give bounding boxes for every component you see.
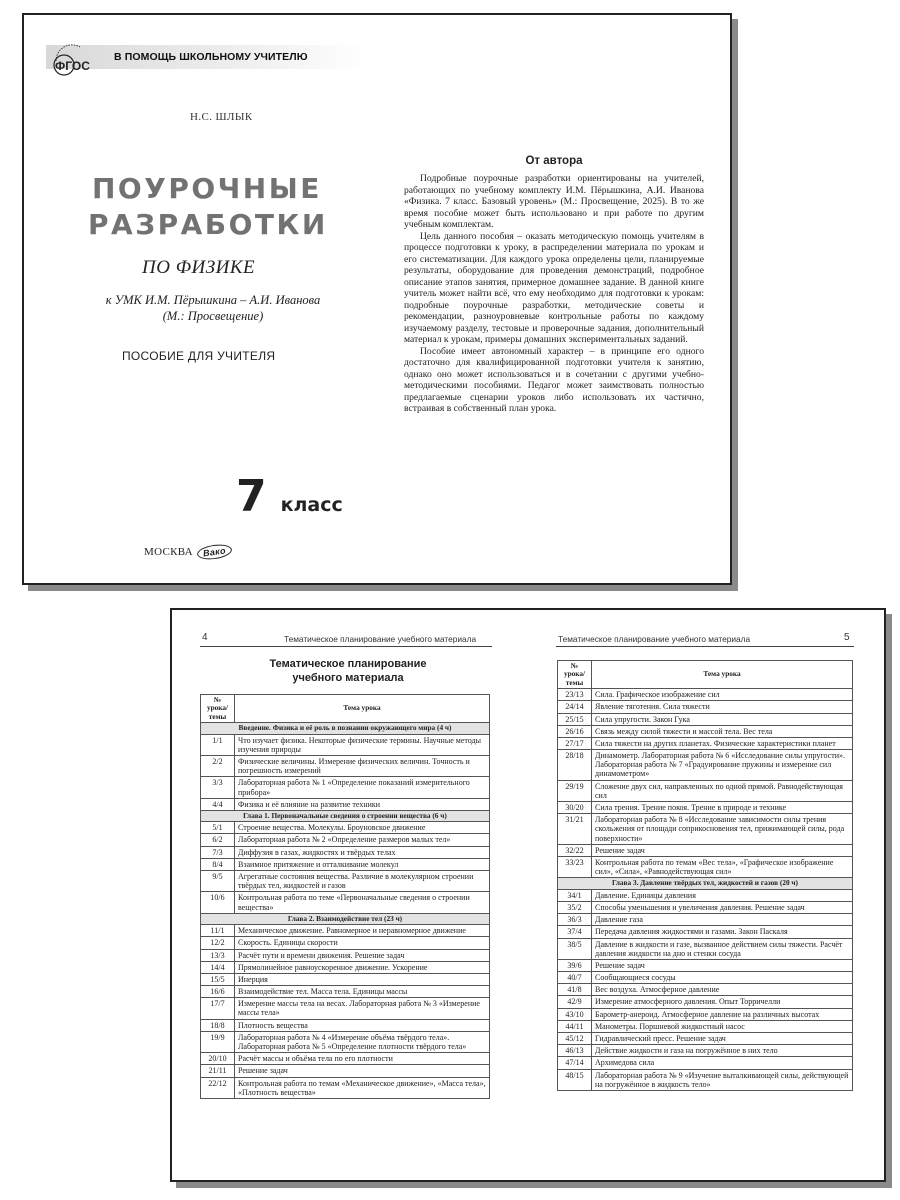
lesson-topic: Агрегатные состояния вещества. Различие в молекулярном строении твёрдых тел, жидкостей и газов	[235, 871, 490, 892]
lesson-number: 44/11	[558, 1020, 592, 1032]
lesson-topic: Сложение двух сил, направленных по одной прямой. Равнодействующая сил	[592, 780, 853, 801]
plan-title	[228, 658, 468, 686]
table-row	[201, 777, 490, 798]
right-page-number: 5	[844, 632, 850, 643]
lesson-topic: Давление. Единицы давления	[592, 889, 853, 901]
table-row	[201, 846, 490, 858]
lesson-topic: Физика и её влияние на развитие техники	[235, 798, 490, 810]
lesson-topic: Скорость. Единицы скорости	[235, 937, 490, 949]
table-row	[201, 925, 490, 937]
lesson-number: 37/4	[558, 926, 592, 938]
lesson-number: 33/23	[558, 856, 592, 877]
table-row	[558, 1008, 853, 1020]
lesson-topic: Барометр-анероид. Атмосферное давление на различных высотах	[592, 1008, 853, 1020]
lesson-topic: Сила тяжести на других планетах. Физические характеристики планет	[592, 737, 853, 749]
table-row	[558, 844, 853, 856]
lesson-topic: Сила трения. Трение покоя. Трение в природе и технике	[592, 802, 853, 814]
lesson-number: 6/2	[201, 834, 235, 846]
book-author: Н.С. ШЛЫК	[190, 111, 253, 123]
table-row	[201, 858, 490, 870]
left-page-number: 4	[202, 632, 208, 643]
preface-paragraph-2: Цель данного пособия – оказать методическую помощь учителям в процессе подготовки к уроку, в распределении материала по урокам и его систематизации. Для каждого урока определены цели, планируемые результаты, оборудование для проведения демонстраций, подробное описание этапов занятия, примерное домашнее задание. В данной книге учитель может найти всё, что ему необходимо для подготовки к урокам: подробные поурочные разработки, методические советы и рекомендации, разноуровневые контрольные работы по каждому изучаемому разделу, тестовые и проверочные задания, дополнительный материал к урокам, примеры домашних экспериментальных заданий.	[404, 230, 704, 345]
table-row	[201, 986, 490, 998]
book-subject: ПО ФИЗИКЕ	[142, 257, 256, 278]
table-row	[201, 822, 490, 834]
lesson-number: 3/3	[201, 777, 235, 798]
lesson-number: 31/21	[558, 814, 592, 845]
table-row	[201, 998, 490, 1019]
lesson-topic: Лабораторная работа № 9 «Изучение выталкивающей силы, действующей на погружённое в жидкость тело»	[592, 1069, 853, 1090]
lesson-number: 27/17	[558, 737, 592, 749]
lesson-topic: Измерение массы тела на весах. Лабораторная работа № 3 «Измерение массы тела»	[235, 998, 490, 1019]
left-running-head: Тематическое планирование учебного материала	[284, 634, 477, 644]
lesson-number: 22/12	[201, 1077, 235, 1098]
table-row	[558, 914, 853, 926]
lesson-number: 28/18	[558, 750, 592, 781]
lesson-number: 1/1	[201, 734, 235, 755]
lesson-topic: Передача давления жидкостями и газами. Закон Паскаля	[592, 926, 853, 938]
table-row	[558, 701, 853, 713]
lesson-topic: Способы уменьшения и увеличения давления. Решение задач	[592, 901, 853, 913]
table-row	[558, 725, 853, 737]
col-lesson-number: № урока/ темы	[558, 661, 592, 689]
lesson-topic: Связь между силой тяжести и массой тела. Вес тела	[592, 725, 853, 737]
lesson-number: 18/8	[201, 1019, 235, 1031]
lesson-topic: Физические величины. Измерение физических величин. Точность и погрешность измерений	[235, 755, 490, 776]
lesson-number: 42/9	[558, 996, 592, 1008]
table-row	[558, 780, 853, 801]
lesson-topic: Давление газа	[592, 914, 853, 926]
table-row	[201, 755, 490, 776]
lesson-topic: Динамометр. Лабораторная работа № 6 «Исследование силы упругости». Лабораторная работа № 7 «Градуирование пружины и измерение сил динамометром»	[592, 750, 853, 781]
table-row	[558, 814, 853, 845]
table-row	[201, 892, 490, 913]
lesson-number: 7/3	[201, 846, 235, 858]
table-row	[558, 901, 853, 913]
table-row	[201, 949, 490, 961]
table-row	[201, 1053, 490, 1065]
lesson-topic: Лабораторная работа № 1 «Определение показаний измерительного прибора»	[235, 777, 490, 798]
chapter-row	[201, 723, 490, 734]
table-row	[201, 1031, 490, 1052]
fgos-logo-text: ФГОС	[55, 59, 90, 73]
chapter-title: Глава 3. Давление твёрдых тел, жидкостей и газов (20 ч)	[558, 878, 853, 889]
imprint	[144, 545, 232, 559]
table-row	[558, 1033, 853, 1045]
umk-line-1: к УМК И.М. Пёрышкина – А.И. Иванова	[105, 293, 321, 307]
lesson-number: 5/1	[201, 822, 235, 834]
lesson-topic: Прямолинейное равноускоренное движение. Ускорение	[235, 961, 490, 973]
table-row	[201, 871, 490, 892]
table-row	[558, 713, 853, 725]
col-lesson-topic: Тема урока	[235, 695, 490, 723]
table-header-row	[201, 695, 490, 723]
lesson-topic: Сообщающиеся сосуды	[592, 972, 853, 984]
lesson-topic: Контрольная работа по темам «Механическое движение», «Масса тела», «Плотность вещества»	[235, 1077, 490, 1098]
table-row	[558, 802, 853, 814]
table-row	[201, 834, 490, 846]
lesson-number: 32/22	[558, 844, 592, 856]
lesson-topic: Решение задач	[592, 844, 853, 856]
lesson-topic: Архимедова сила	[592, 1057, 853, 1069]
lesson-number: 4/4	[201, 798, 235, 810]
lesson-topic: Сила. Графическое изображение сил	[592, 689, 853, 701]
chapter-row	[558, 878, 853, 889]
grade-word: класс	[280, 494, 343, 516]
lesson-number: 2/2	[201, 755, 235, 776]
table-row	[558, 1045, 853, 1057]
lesson-topic: Измерение атмосферного давления. Опыт Торричелли	[592, 996, 853, 1008]
lesson-topic: Взаимное притяжение и отталкивание молекул	[235, 858, 490, 870]
umk-reference	[88, 293, 338, 324]
table-row	[558, 689, 853, 701]
grade-number: 7	[236, 471, 267, 522]
imprint-city: МОСКВА	[144, 546, 193, 558]
lesson-topic: Инерция	[235, 973, 490, 985]
lesson-number: 24/14	[558, 701, 592, 713]
lesson-number: 46/13	[558, 1045, 592, 1057]
lesson-number: 11/1	[201, 925, 235, 937]
table-row	[558, 750, 853, 781]
table-row	[558, 1057, 853, 1069]
lesson-number: 43/10	[558, 1008, 592, 1020]
lesson-topic: Что изучает физика. Некоторые физические термины. Научные методы изучения природы	[235, 734, 490, 755]
lesson-number: 45/12	[558, 1033, 592, 1045]
table-row	[558, 938, 853, 959]
lesson-number: 17/7	[201, 998, 235, 1019]
table-row	[201, 961, 490, 973]
lesson-plan-table-left	[200, 694, 490, 1099]
lesson-topic: Лабораторная работа № 2 «Определение размеров малых тел»	[235, 834, 490, 846]
chapter-row	[201, 810, 490, 821]
lesson-number: 36/3	[558, 914, 592, 926]
publisher-logo: Вако	[196, 543, 232, 562]
lesson-topic: Действие жидкости и газа на погружённое в них тело	[592, 1045, 853, 1057]
lesson-number: 12/2	[201, 937, 235, 949]
lesson-topic: Давление в жидкости и газе, вызванное действием силы тяжести. Расчёт давления жидкости на дно и стенки сосуда	[592, 938, 853, 959]
right-header-rule	[556, 646, 854, 647]
title-page	[22, 13, 732, 585]
chapter-title: Введение. Физика и её роль в познании окружающего мира (4 ч)	[201, 723, 490, 734]
lesson-topic: Диффузия в газах, жидкостях и твёрдых телах	[235, 846, 490, 858]
table-row	[558, 972, 853, 984]
left-header-rule	[200, 646, 492, 647]
umk-line-2: (М.: Просвещение)	[162, 308, 264, 323]
book-type: ПОСОБИЕ ДЛЯ УЧИТЕЛЯ	[122, 349, 276, 363]
lesson-number: 40/7	[558, 972, 592, 984]
lesson-number: 21/11	[201, 1065, 235, 1077]
lesson-number: 29/19	[558, 780, 592, 801]
lesson-number: 48/15	[558, 1069, 592, 1090]
lesson-number: 13/3	[201, 949, 235, 961]
table-row	[558, 889, 853, 901]
chapter-row	[201, 913, 490, 924]
lesson-topic: Расчёт пути и времени движения. Решение задач	[235, 949, 490, 961]
lesson-number: 25/15	[558, 713, 592, 725]
table-header-row	[558, 661, 853, 689]
lesson-number: 35/2	[558, 901, 592, 913]
lesson-number: 9/5	[201, 871, 235, 892]
table-row	[558, 737, 853, 749]
table-row	[201, 734, 490, 755]
lesson-number: 34/1	[558, 889, 592, 901]
table-row	[558, 959, 853, 971]
table-row	[558, 996, 853, 1008]
lesson-number: 15/5	[201, 973, 235, 985]
preface-heading: От автора	[525, 155, 583, 167]
table-row	[558, 856, 853, 877]
lesson-topic: Гидравлический пресс. Решение задач	[592, 1033, 853, 1045]
lesson-number: 47/14	[558, 1057, 592, 1069]
lesson-number: 23/13	[558, 689, 592, 701]
plan-spread	[170, 608, 886, 1182]
chapter-title: Глава 1. Первоначальные сведения о строении вещества (6 ч)	[201, 810, 490, 821]
table-row	[558, 1020, 853, 1032]
lesson-number: 39/6	[558, 959, 592, 971]
lesson-topic: Контрольная работа по теме «Первоначальные сведения о строении вещества»	[235, 892, 490, 913]
plan-title-line-2: учебного материала	[292, 671, 404, 684]
grade-label	[236, 471, 343, 522]
book-title-line-1: ПОУРОЧНЫЕ	[92, 172, 322, 205]
preface-paragraph-3: Пособие имеет автономный характер – в принципе его одного достаточно для квалифицированной подготовки учителя к занятию, однако оно может использоваться и в сочетании с другими учебно-методическими пособиями. Педагог может заимствовать полностью предлагаемые сценарии уроков либо использовать их частично, встраивая в собственный план урока.	[404, 345, 704, 414]
lesson-number: 38/5	[558, 938, 592, 959]
lesson-topic: Взаимодействие тел. Масса тела. Единицы массы	[235, 986, 490, 998]
right-running-head: Тематическое планирование учебного материала	[558, 634, 751, 644]
table-row	[201, 937, 490, 949]
lesson-topic: Механическое движение. Равномерное и неравномерное движение	[235, 925, 490, 937]
table-row	[201, 1019, 490, 1031]
table-row	[558, 1069, 853, 1090]
table-row	[201, 1077, 490, 1098]
lesson-topic: Строение вещества. Молекулы. Броуновское движение	[235, 822, 490, 834]
table-row	[558, 926, 853, 938]
lesson-topic: Решение задач	[592, 959, 853, 971]
table-row	[201, 1065, 490, 1077]
lesson-topic: Вес воздуха. Атмосферное давление	[592, 984, 853, 996]
series-banner-text: В ПОМОЩЬ ШКОЛЬНОМУ УЧИТЕЛЮ	[114, 51, 308, 63]
lesson-number: 41/8	[558, 984, 592, 996]
preface	[404, 155, 704, 415]
lesson-topic: Лабораторная работа № 4 «Измерение объёма твёрдого тела». Лабораторная работа № 5 «Определение плотности твёрдого тела»	[235, 1031, 490, 1052]
lesson-number: 30/20	[558, 802, 592, 814]
col-lesson-number: № урока/ темы	[201, 695, 235, 723]
lesson-number: 14/4	[201, 961, 235, 973]
lesson-number: 20/10	[201, 1053, 235, 1065]
lesson-number: 16/6	[201, 986, 235, 998]
chapter-title: Глава 2. Взаимодействие тел (23 ч)	[201, 913, 490, 924]
book-title-line-2: РАЗРАБОТКИ	[88, 208, 328, 241]
lesson-topic: Лабораторная работа № 8 «Исследование зависимости силы трения скольжения от площади соприкосновения тел, прижимающей силы, рода поверхности»	[592, 814, 853, 845]
lesson-plan-table-right	[557, 660, 853, 1091]
plan-title-line-1: Тематическое планирование	[269, 658, 427, 670]
lesson-topic: Контрольная работа по темам «Вес тела», «Графическое изображение сил», «Сила», «Равнодействующая сил»	[592, 856, 853, 877]
lesson-number: 10/6	[201, 892, 235, 913]
col-lesson-topic: Тема урока	[592, 661, 853, 689]
lesson-topic: Явление тяготения. Сила тяжести	[592, 701, 853, 713]
table-row	[558, 984, 853, 996]
fgos-logo-icon	[50, 39, 96, 79]
lesson-number: 8/4	[201, 858, 235, 870]
lesson-number: 26/16	[558, 725, 592, 737]
lesson-topic: Манометры. Поршневой жидкостный насос	[592, 1020, 853, 1032]
lesson-topic: Расчёт массы и объёма тела по его плотности	[235, 1053, 490, 1065]
preface-paragraph-1: Подробные поурочные разработки ориентированы на учителей, работающих по учебному комплекту И.М. Пёрышкина, А.И. Иванова «Физика. 7 класс. Базовый уровень» (М.: Просвещение, 2025). В то же время пособие может быть использовано и при работе по другим учебным комплектам.	[404, 173, 704, 230]
lesson-topic: Решение задач	[235, 1065, 490, 1077]
table-row	[201, 798, 490, 810]
lesson-number: 19/9	[201, 1031, 235, 1052]
table-row	[201, 973, 490, 985]
lesson-topic: Сила упругости. Закон Гука	[592, 713, 853, 725]
lesson-topic: Плотность вещества	[235, 1019, 490, 1031]
